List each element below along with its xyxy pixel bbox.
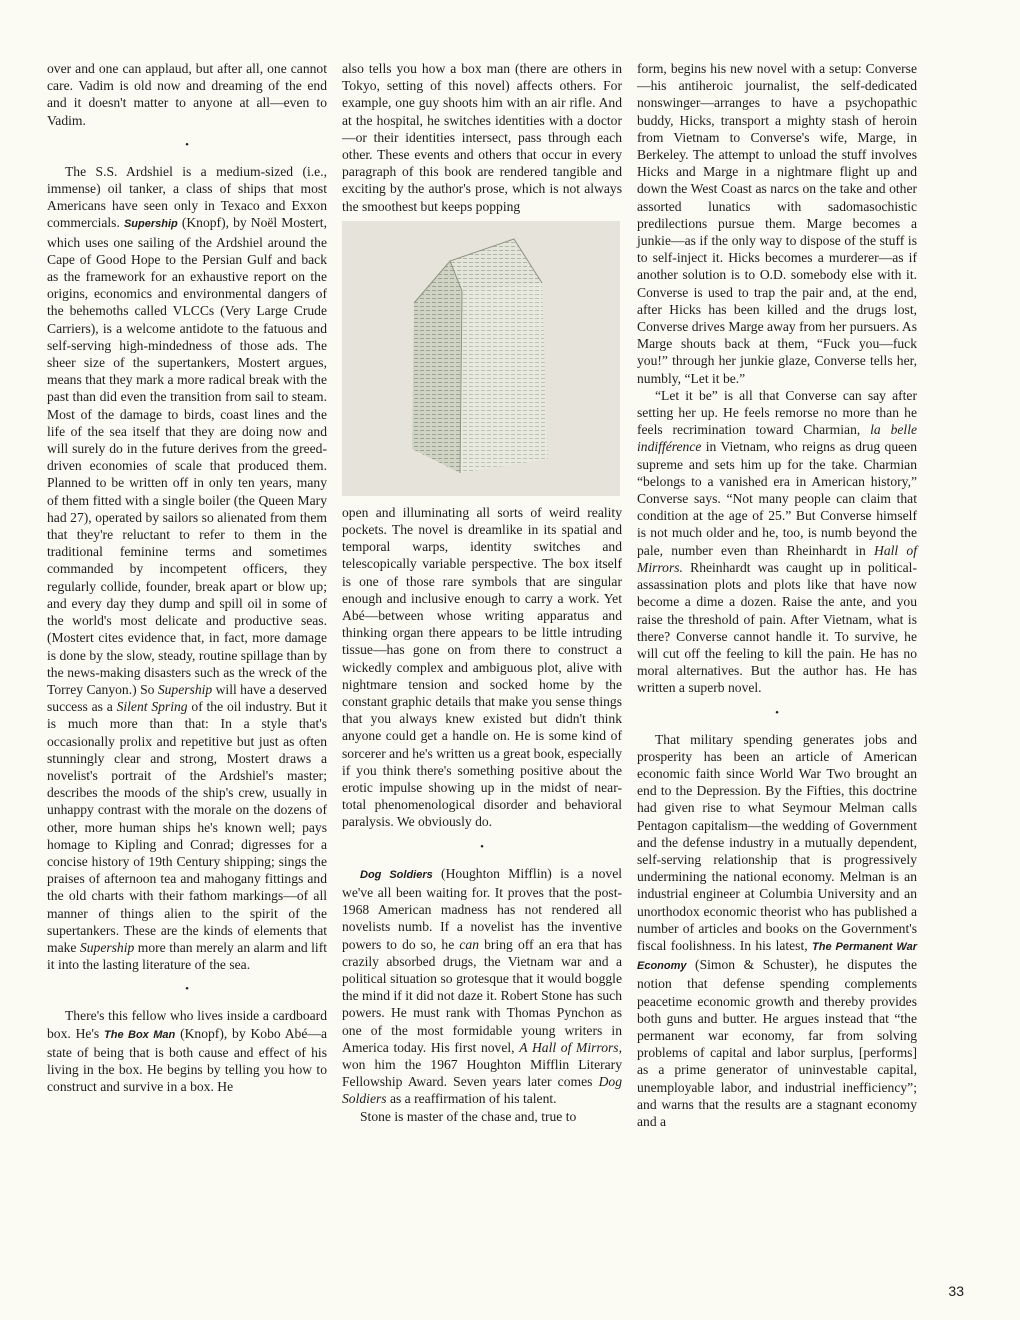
paragraph-stone-master: Stone is master of the chase and, true to — [360, 1108, 577, 1124]
box-house-illustration — [342, 221, 620, 496]
paragraph-supership: The S.S. Ardshiel is a medium-sized (i.e., immense) oil tanker, a class of ships that most Americans have seen only in Texaco and Exxon commercials. Supership (Knopf), by Noël Mostert, which uses one sailing of the Ardshiel around the Cape of Good Hope to the Persian Gulf and back as the framework for an exhaustive report on the origins, economics and environmental dangers of the behemoths called VLCCs (Very Large Crude Carriers), is a welcome antidote to the fatuous and self-serving high-mindedness of those ads. The sheer size of the supertankers, Mostert argues, means that they mark a more radical break with the past than did even the transition from sail to steam. Most of the damage to birds, coast lines and the life of the sea itself that they are doing now and will surely do in the future derives from the greed-driven economies of scale that produced them. Planned to be written off in only ten years, many of them fitted with a single boiler (the Queen Mary had 27), operated by sailors so alienated from them that they're reluctant to refer to them in the traditional feminine terms and sometimes commanded by incompetent officers, they regularly collide, founder, break apart or blow up; and every day they dump and spill oil in some of the world's most delicate and productive seas. (Mostert cites evidence that, in fact, more damage is done by the slow, steady, routine spillage than by the news-making disasters such as the wreck of the Torrey Canyon.) So Supership will have a deserved success as a Silent Spring of the oil industry. But it is much more than that: In a style that's occasionally prolix and repetitive but just as often stunningly clear and strong, Mostert draws a novelist's portrait of the Ardshiel's master; describes the moods of the ship's crew, usually in unhappy contrast with the morale on the dozens of other, more human ships he's known well; pays homage to Kipling and Conrad; digresses for a concise history of 19th Century shipping; sings the praises of afternoon tea and mahogany fittings and the old charts with their fathom markings—of all manner of things alien to the spirit of the supertankers. These are the kinds of elements that make Supership more than merely an alarm and lift it into the lasting literature of the sea. — [47, 163, 327, 973]
paragraph-vadim-end: over and one can applaud, but after all, one cannot care. Vadim is old now and dreaming of the end and it doesn't matter to anyone at all—even to Vadim. — [47, 61, 327, 128]
section-bullet: • — [480, 840, 484, 853]
section-bullet: • — [185, 138, 189, 151]
box-house-icon — [342, 221, 620, 496]
paragraph-let-it-be: “Let it be” is all that Converse can say after setting her up. He feels remorse no more than he feels recrimination toward Charmian, la belle indifférence in Vietnam, who reigns as drug queen supreme and sets him up for the take. Charmian “belongs to a vanished era in American history,” Converse says. “Not many people can claim that condition at the age of 25.” But Converse himself is not much older and he, too, is numb beyond the pale, number even than Rheinhardt in Hall of Mirrors. Rheinhardt was caught up in political-assassination plots and plots like that have now become a dime a dozen. Raise the ante, and you raise the threshold of pain. After Vietnam, what is there? Converse cannot handle it. To survive, he will cut off the feeling to kill the pain. He has no moral alternatives. But the author has. He has written a superb novel. — [637, 387, 918, 696]
paragraph-dog-soldiers: Dog Soldiers (Houghton Mifflin) is a novel we've all been waiting for. It proves that the post-1968 American madness has not rendered all novelists numb. If a novelist has the inventive powers to do so, he can bring off an era that has crazily absorbed drugs, the Vietnam war and a political situation so grotesque that it would boggle the mind if it did not daze it. Robert Stone has such powers. He must rank with Thomas Pynchon as one of the most formidable young writers in America today. His first novel, A Hall of Mirrors, won him the 1967 Houghton Mifflin Literary Fellowship Award. Seven years later comes Dog Soldiers as a reaffirmation of his talent. — [342, 865, 622, 1107]
page-number: 33 — [948, 1283, 964, 1299]
book-title-dog-soldiers: Dog Soldiers — [360, 868, 433, 881]
column-3 — [637, 60, 917, 1130]
paragraph-box-man-review: open and illuminating all sorts of weird reality pockets. The novel is dreamlike in its spatial and temporal warps, identity switches and telescopically variable perspective. The box itself is one of those rare symbols that are singular enough and inclusive enough to carry a work. Yet Abé—between whose writing apparatus and thinking organ there appears to be little intruding tissue—has gone on from there to construct a wickedly complex and ambiguous plot, alive with nightmare tension and socked home by the constant graphic details that make you sense things that you always knew existed but didn't think anyone could get a handle on. He is some kind of sorcerer and he's written us a great book, especially if you think there's something positive about the erotic impulse showing up in the midst of near-total phenomenological disorder and behavioral paralysis. We obviously do. — [342, 504, 622, 830]
book-title-box-man: The Box Man — [104, 1028, 176, 1041]
paragraph-war-economy: That military spending generates jobs and prosperity has been an article of American economic faith since World War Two brought an end to the Depression. By the Fifties, this doctrine had given rise to what Seymour Melman calls Pentagon capitalism—the wedding of Government and the defense industry in a mutually dependent, self-serving relationship that is progressively undermining the national economy. Melman is an industrial engineer at Columbia University and an unorthodox economic theorist who has published a number of articles and books on the Government's fiscal foolishness. In his latest, The Permanent War Economy (Simon & Schuster), he disputes the notion that defense spending complements peacetime economic growth and thereby provides both guns and butter. He argues instead that “the permanent war economy, far from solving problems of capital and labor surplus, [performs] as a prime generator of uninvestable capital, unemployable labor, and industrial inefficiency”; and warns that the results are a stagnant economy and a — [637, 731, 917, 1129]
paragraph-box-man: There's this fellow who lives inside a cardboard box. He's The Box Man (Knopf), by Kobo Abé—a state of being that is both cause and effect of his living in the box. He begins by telling you how to construct and survive in a box. He — [47, 1008, 327, 1095]
book-title-supership: Supership — [123, 218, 178, 231]
book-title-permanent-war-economy: The Permanent War Economy — [637, 940, 917, 973]
paragraph-box-man-continued: also tells you how a box man (there are others in Tokyo, setting of this novel) affects others. For example, one guy shoots him with an air rifle. And at the hospital, he switches identities with a doctor—or their identities intersect, pass through each other. These events and others that occur in every paragraph of this book are rendered tangible and exciting by the author's prose, which is not always the smoothest but keeps popping — [342, 61, 622, 214]
paragraph-converse-setup: form, begins his new novel with a setup: Converse—his antiheroic journalist, the self-dedicated nonswinger—arranges to have a psychopathic buddy, Hicks, transport a mighty stash of heroin from Vietnam to Converse's wife, Marge, in Berkeley. The attempt to unload the stuff involves Hicks and Marge in a nightmare flight up and down the West Coast as narcs on the take and other assorted lunatics with sadomasochistic predilections pursue them. Marge becomes a junkie—as if the only way to dispose of the stuff is to self-inject it. Hicks becomes a murderer—as if another solution is to O.D. somebody else with it. Converse is used to trap the pair and, at the end, after Hicks has been killed and the drugs lost, Converse drives Marge away from her pursuers. As Marge shouts back at them, “Fuck you—fuck you!” through her junkie glaze, Converse tells her, numbly, “Let it be.” — [637, 61, 917, 386]
section-bullet: • — [185, 983, 189, 996]
column-1 — [47, 60, 327, 1095]
column-2 — [342, 60, 622, 1125]
section-bullet: • — [775, 706, 779, 719]
